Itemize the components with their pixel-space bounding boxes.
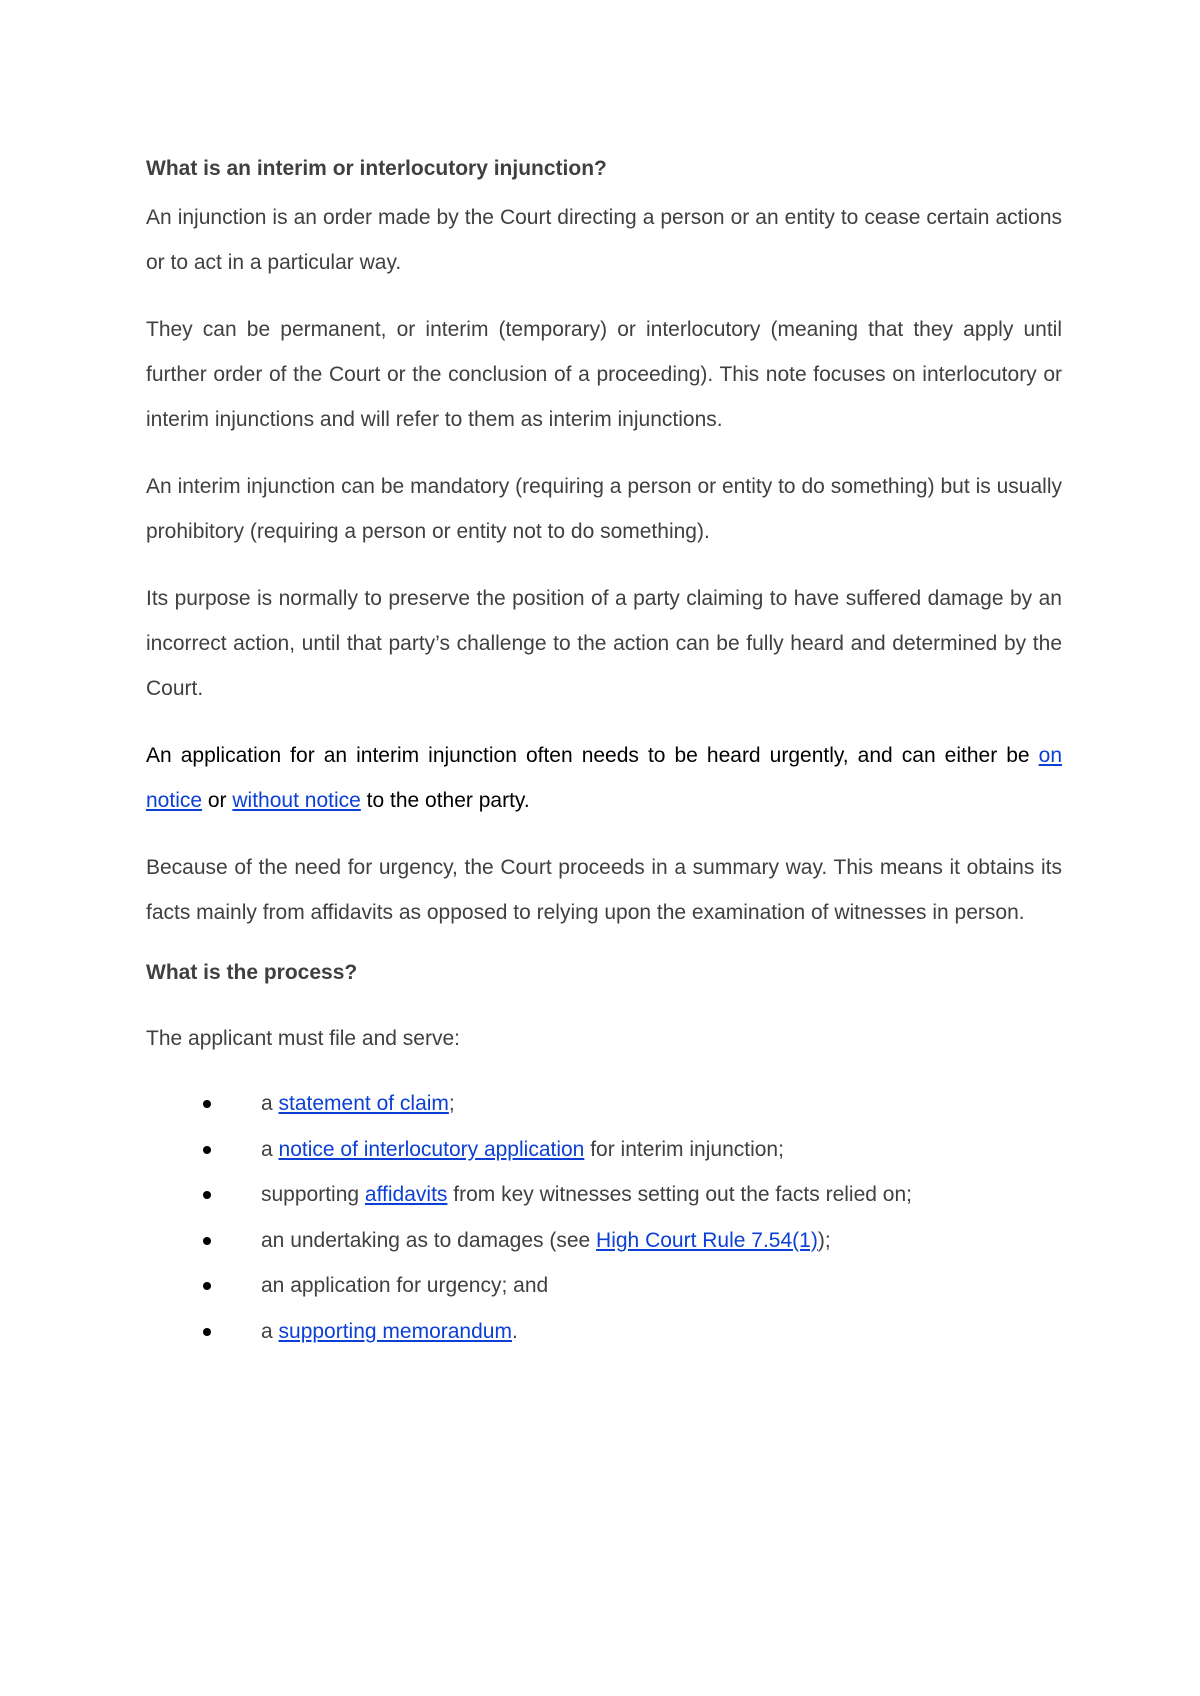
list-item	[146, 1172, 1062, 1218]
urgent-text-before: An application for an interim injunction often needs to be heard urgently, and can either be	[146, 744, 1039, 767]
item-text-after: for interim injunction;	[584, 1137, 784, 1161]
paragraph-urgent-application	[146, 733, 1062, 823]
item-text-before: an application for urgency; and	[261, 1274, 549, 1297]
bullet-icon	[203, 1282, 211, 1290]
urgent-text-middle: or	[202, 789, 233, 812]
list-item	[146, 1218, 1062, 1264]
paragraph-applicant-must: The applicant must file and serve:	[146, 1027, 460, 1050]
paragraph-types: They can be permanent, or interim (temporary) or interlocutory (meaning that they apply until further order of the Court or the conclusion of a proceeding). This note focuses on interlocutory or interim injunctions and will refer to them as interim injunctions.	[146, 318, 1062, 431]
item-text-after: ;	[448, 1092, 455, 1115]
urgent-text-after: to the other party.	[360, 789, 530, 812]
item-text-before: an undertaking as to damages (see	[261, 1228, 597, 1252]
paragraph-purpose: Its purpose is normally to preserve the position of a party claiming to have suffered damage by an incorrect action, until that party’s challenge to the action can be fully heard and determined by the Court.	[146, 587, 1062, 700]
requirements-list	[146, 1081, 1062, 1354]
bullet-icon	[203, 1100, 211, 1108]
list-item	[146, 1081, 1062, 1127]
item-text-before: a	[261, 1137, 279, 1161]
item-text-after: );	[817, 1228, 831, 1252]
item-text-after: .	[511, 1319, 518, 1343]
link-on-notice[interactable]: on notice	[146, 744, 1062, 812]
heading-what-is-injunction: What is an interim or interlocutory injunction?	[146, 157, 607, 180]
list-item	[146, 1263, 1062, 1309]
link-without-notice[interactable]: without notice	[232, 789, 361, 812]
paragraph-mandatory-prohibitory: An interim injunction can be mandatory (requiring a person or entity to do something) but is usually prohibitory (requiring a person or entity not to do something).	[146, 475, 1062, 543]
link-affidavits[interactable]: affidavits	[364, 1183, 448, 1206]
paragraph-summary-way: Because of the need for urgency, the Court proceeds in a summary way. This means it obtains its facts mainly from affidavits as opposed to relying upon the examination of witnesses in person.	[146, 856, 1062, 924]
item-text-after: from key witnesses setting out the facts relied on;	[447, 1183, 912, 1206]
item-text-before: a	[261, 1092, 279, 1115]
paragraph-definition: An injunction is an order made by the Court directing a person or an entity to cease certain actions or to act in a particular way.	[146, 206, 1062, 274]
link-high-court-rule[interactable]: High Court Rule 7.54(1)	[596, 1228, 818, 1252]
bullet-icon	[203, 1237, 211, 1245]
item-text-before: a	[261, 1319, 279, 1343]
bullet-icon	[203, 1328, 211, 1336]
link-statement-of-claim[interactable]: statement of claim	[278, 1092, 449, 1115]
list-item	[146, 1309, 1062, 1355]
bullet-icon	[203, 1191, 211, 1199]
link-supporting-memorandum[interactable]: supporting memorandum	[278, 1319, 512, 1343]
item-text-before: supporting	[261, 1183, 365, 1206]
link-notice-of-interlocutory-application[interactable]: notice of interlocutory application	[278, 1137, 585, 1161]
heading-process: What is the process?	[146, 961, 358, 984]
list-item	[146, 1127, 1062, 1173]
bullet-icon	[203, 1146, 211, 1154]
